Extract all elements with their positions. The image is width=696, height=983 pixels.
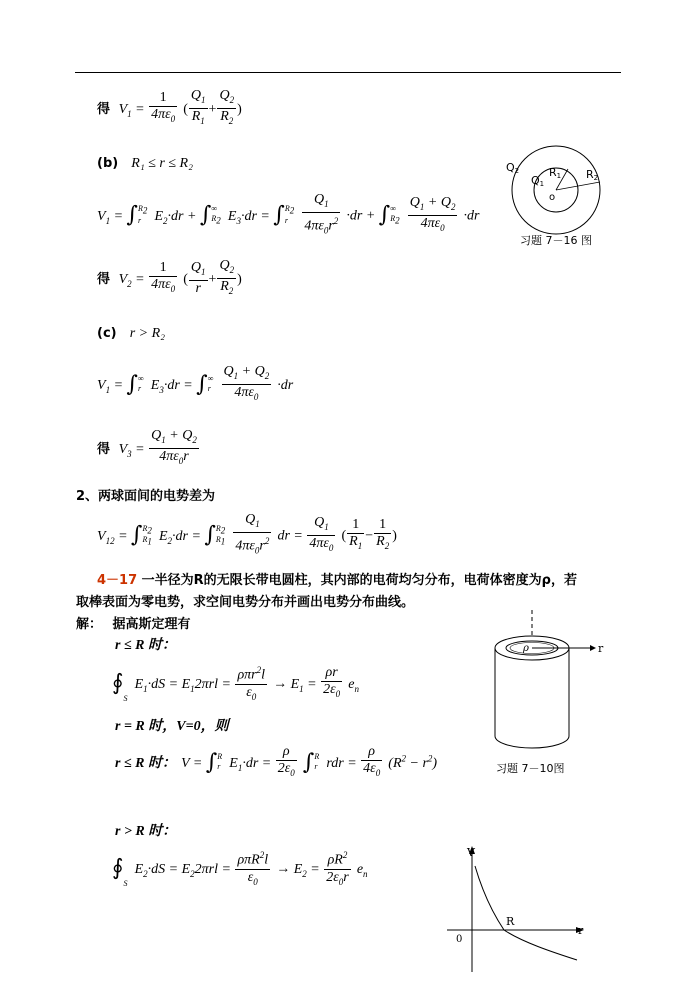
label-r-axis: r — [598, 642, 604, 655]
case-c-heading — [97, 322, 165, 342]
solution-line — [76, 613, 191, 632]
potential-graph — [442, 842, 592, 977]
condition-r-le-R-2: r ≤ R 时： — [115, 755, 176, 771]
label-R1: R1 — [549, 166, 562, 180]
equation-v3-result: 得 $V_3$ = $\frac{Q_1 + Q_2}{4\pi\varepsilon_0r}$ — [97, 428, 197, 466]
cylinder-bottom — [495, 736, 569, 748]
problem-417-line1 — [97, 569, 577, 588]
case-c-condition: r > R₂ — [129, 326, 166, 341]
solution-text: 据高斯定理有 — [112, 617, 191, 632]
condition-r-le-R-1: r ≤ R 时： — [115, 638, 176, 653]
equation-v2-result: 得 $V_2$ = $\frac{1}{4\pi\varepsilon_0}$ ( $\frac{Q_1}{r}$ + $\frac{Q_2}{R_2}$ ) — [97, 258, 242, 296]
problem-text-2: 取棒表面为零电势，求空间电势分布并画出电势分布曲线。 — [76, 595, 415, 610]
label-R2: R2 — [586, 168, 599, 182]
label-Q1: Q1 — [531, 174, 545, 188]
potential-curve — [475, 866, 577, 960]
case-b-condition: R₁ ≤ r ≤ R₂ — [131, 156, 193, 171]
condition-r-eq-R: r = R 时，V=0，则 — [115, 719, 229, 734]
figure-7-10 — [480, 608, 610, 758]
problem-text-1: 一半径为R的无限长带电圆柱，其内部的电荷均匀分布，电荷体密度为ρ，若 — [141, 573, 577, 588]
label-o: o — [549, 192, 556, 203]
label-r: r — [578, 924, 584, 937]
figure-716-caption: 习题 7－16 图 — [520, 234, 592, 247]
equation-v1-result-a: 得 $V_1$ = $\frac{1}{4\pi\varepsilon_0}$ ( $\frac{Q_1}{R_1}$ + $\frac{Q_2}{R_2}$ ) — [97, 88, 242, 126]
equation-gauss-inside: ∮S $E_1\cdot dS = E_12\pi rl$ = $\frac{\rho\pi r^2l}{\varepsilon_0}$ → $E_1$ = $\frac{\rho r}{2\varepsilon_0}$ $e_n$ — [112, 662, 359, 704]
equation-gauss-outside: ∮S $E_2\cdot dS = E_22\pi rl$ = $\frac{\rho\pi R^2l}{\varepsilon_0}$ → $E_2$ = $\frac{\rho R^2}{2\varepsilon_0r}$ $e_n$ — [112, 847, 368, 889]
de-label-3: 得 — [97, 441, 111, 457]
case-c-label: (c) — [97, 326, 117, 341]
label-Q2: Q2 — [506, 161, 520, 175]
section-2-heading: 2、两球面间的电势差为 — [76, 489, 216, 504]
label-V: V — [467, 846, 475, 859]
solution-label: 解： — [76, 617, 103, 632]
label-0: 0 — [456, 934, 463, 945]
case-b-heading — [97, 152, 193, 172]
problem-number: 4－17 — [97, 573, 138, 588]
de-label-1: 得 — [97, 101, 111, 117]
figure-710-caption: 习题 7－10图 — [496, 762, 565, 775]
de-label-2: 得 — [97, 271, 111, 287]
label-R: R — [506, 915, 515, 928]
equation-v1-integral-c: $V_1$ = ∫ ∞ r $E_3\cdot dr$ = ∫ ∞ r $\frac{Q_1 + Q_2}{4\pi\varepsilon_0}$ ·dr — [97, 364, 294, 402]
case-b-label: (b) — [97, 156, 119, 171]
equation-v1-integral-b: $V_1$ = ∫ $R_2$ r $E_2\cdot dr$ + ∫ ∞ $R_2$ $E_3\cdot dr$ = ∫ $R_2$ r $\frac{Q_1}{4\pi\varepsilon_0r^2}$ ·dr + ∫ ∞ $R_2$ $\frac{Q_1 + Q_2}{4\pi\varepsilon_0}$ ·dr — [97, 192, 480, 236]
r-arrow-head — [590, 645, 596, 651]
equation-v12: $V_{12}$ = ∫ $R_2$ $R_1$ $E_2\cdot dr$ = ∫ $R_2$ $R_1$ $\frac{Q_1}{4\pi\varepsilon_0r^2}$ dr = $\frac{Q_1}{4\pi\varepsilon_0}$ ( $\frac{1}{R_1}$ − $\frac{1}{R_2}$ ) — [97, 512, 397, 556]
label-rho: ρ — [523, 643, 529, 654]
equation-v-inside: r ≤ R 时： V = ∫ R r $E_1\cdot dr$ = $\frac{\rho}{2\varepsilon_0}$ ∫ R r rdr = $\frac{\rho}{4\varepsilon_0}$ $(R^2 - r^2)$ — [115, 744, 438, 778]
condition-r-gt-R: r > R 时： — [115, 824, 177, 839]
header-rule — [75, 72, 621, 73]
